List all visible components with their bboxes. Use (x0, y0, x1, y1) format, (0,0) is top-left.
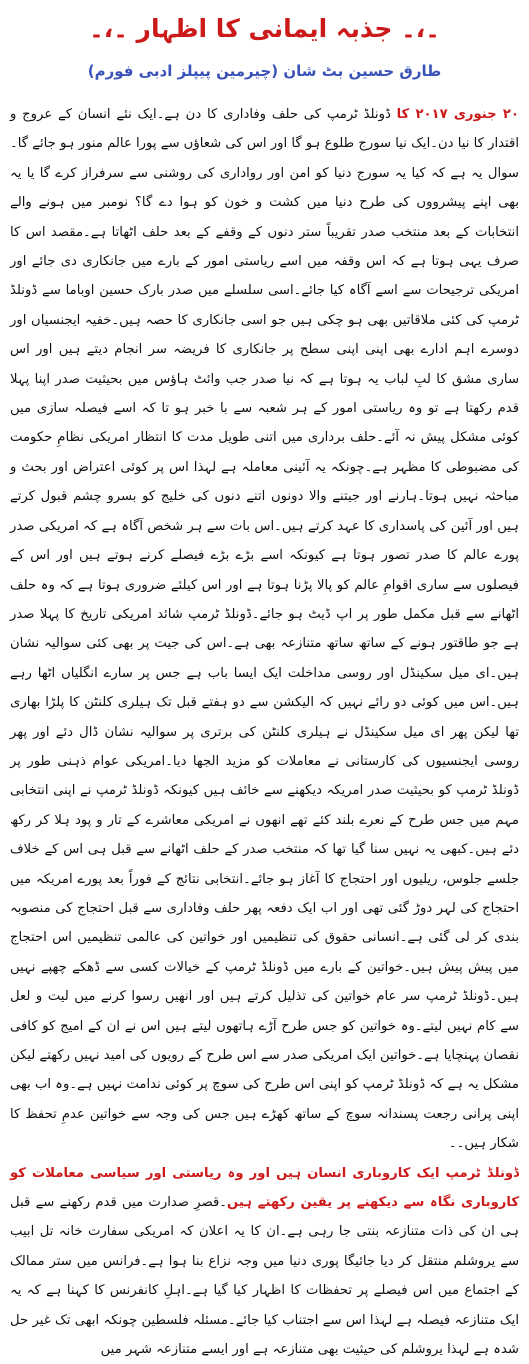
article-title: ۔،۔ جذبہ ایمانی کا اظہار ۔،۔ (89, 14, 440, 43)
highlight-text: ڈونلڈ ٹرمپ ایک کاروباری انسان ہیں اور وہ ریاستی اور سیاسی معاملات کو کاروباری نگاہ سے دیکھنے پر یقین رکھتے ہیں (10, 1165, 520, 1211)
paragraph-2-text: ۔قصرِ صدارت میں قدم رکھنے سے قبل ہی ان کی ذات متنازعہ بنتی جا رہی ہے۔ان کا یہ اعلان کہ امریکی سفارت خانہ تل ابیب سے یروشلم منتقل کر دیا جائیگا پوری دنیا میں وجہ نزاع بنا ہوا ہے۔فرانس میں ستر ممالک کے اجتماع میں اس فیصلے پر تحفظات کا اظہار کیا گیا ہے۔اہلِ کانفرنس کا کہنا ہے کہ یہ ایک متنازعہ فیصلہ ہے لہذا اس سے اجتناب کیا جائے۔مسئلہ فلسطین چونکہ ابھی تک غیر حل شدہ ہے لہذا یروشلم کی حیثیت بھی متنازعہ ہے اور ایسے متنازعہ شہر میں (10, 1195, 519, 1358)
article-byline: طارق حسین بٹ شان (چیرمین پیپلز ادبی فورم) (87, 62, 442, 80)
paragraph-1 (10, 100, 519, 1159)
article-body (10, 100, 519, 1364)
paragraph-1-text: ڈونلڈ ٹرمپ کی حلف وفاداری کا دن ہے۔ایک نئے انسان کے عروج و اقتدار کا نیا دن۔ایک نیا سورج طلوع ہو گا اور اس کی شعاؤں سے پورا عالم منور ہو جائے گا۔سوال یہ ہے کہ کیا یہ سورج دنیا کو امن اور رواداری کی روشنی سے سرفراز کرے گا یا یہ بھی اپنے پیشرووں کی طرح دنیا میں کشت و خون کو ہوا دے گا؟ نومبر میں ہونے والے انتخابات کے بعد منتخب صدر تقریباً ستر دنوں کے وقفے کے بعد حلف اٹھاتا ہے۔مقصد اس کا صرف یہی ہوتا ہے کہ اس وقفہ میں اسے ریاستی امور کے بارے میں جانکاری دی جائے اور امریکی ترجیحات سے اسے آگاہ کیا جائے۔اسی سلسلے میں صدر بارک حسین اوباما سے ڈونلڈ ٹرمپ کی کئی ملاقاتیں بھی ہو چکی ہیں جو اسی جانکاری کا حصہ ہیں۔خفیہ ایجنسیاں اور دوسرے اہم ادارے بھی اپنی اپنی سطح پر جانکاری کا فریضہ سر انجام دیتے ہیں اور اس ساری مشق کا لبِ لباب یہ ہوتا ہے کہ نیا صدر جب وائٹ ہاؤس میں بحیثیت صدر اپنا پہلا قدم رکھتا ہے تو وہ ریاستی امور کے ہر شعبہ سے با خبر ہو تا کہ اسے فیصلہ سازی میں کوئی مشکل پیش نہ آئے۔حلف برداری میں اتنی طویل مدت کا انتظار امریکی نظامِ حکومت کی مضبوطی کا مظہر ہے۔چونکہ یہ آئینی معاملہ ہے لہذا اس پر کوئی اعتراض اور بحث و مباحثہ نہیں ہوتا۔ہارنے اور جیتنے والا دونوں اتنے دنوں کی خلیج کو بسرو چشم قبول کرتے ہیں اور آئین کی پاسداری کا عہد کرتے ہیں۔اس بات سے ہر شخص آگاہ ہے کہ امریکی صدر پورے عالم کا صدر تصور ہوتا ہے کیونکہ اسے بڑے بڑے فیصلے کرنے ہوتے ہیں اور اس کے فیصلوں سے ساری اقوامِ عالم کو پالا پڑنا ہوتا ہے اور اس کیلئے ضروری ہوتا ہے کہ وہ حلف اٹھانے سے قبل مکمل طور پر اپ ڈیٹ ہو جائے۔ڈونلڈ ٹرمپ شائد امریکی تاریخ کا پہلا صدر ہے جو طاقتور ہونے کے ساتھ ساتھ متنازعہ بھی ہے۔اس کی جیت پر بھی کئی سوالیہ نشان ہیں۔ای میل سکینڈل اور روسی مداخلت ایک ایسا باب ہے جس پر سارے انگلیاں اٹھا رہے ہیں۔اس میں کوئی دو رائے نہیں کہ الیکشن سے دو ہفتے قبل تک ہیلری کلنٹن کا پلڑا بھاری تھا لیکن پھر ای میل سکینڈل نے ہیلری کلنٹن کی برتری پر سوالیہ نشان ڈال دئے اور پھر روسی ایجنسیوں کی کارستانی نے معاملات کو مزید الجھا دیا۔امریکی عوام ذہنی طور پر ڈونلڈ ٹرمپ کو بحیثیت صدر امریکہ دیکھنے سے خائف ہیں کیونکہ ڈونلڈ ٹرمپ نے اپنی انتخابی مہم میں جس طرح کے نعرے بلند کئے تھے انھوں نے امریکی معاشرے کے تار و پود ہلا کر رکھ دئے ہیں۔کبھی یہ نہیں سنا گیا تھا کہ منتخب صدر کے حلف اٹھانے سے قبل ہی اس کے خلاف جلسے جلوس، ریلیوں اور احتجاج کا آغاز ہو جائے۔انتخابی نتائج کے فوراً بعد پورے امریکہ میں احتجاج کی لہر دوڑ گئی تھی اور اب ایک دفعہ پھر حلف وفاداری سے قبل احتجاج کی منصوبہ بندی کر لی گئی ہے۔انسانی حقوق کی تنظیمیں اور خواتین کی عالمی تنظیمیں اس احتجاج میں پیش پیش ہیں۔خواتین کے بارے میں ڈونلڈ ٹرمپ کے خیالات کسی سے ڈھکے چھپے نہیں ہیں۔ڈونلڈ ٹرمپ سر عام خواتین کی تذلیل کرتے ہیں اور انھیں رسوا کرنے میں لیت و لعل سے کام نہیں لیتے۔وہ خواتین کو جس طرح آڑے ہاتھوں لیتے ہیں اس نے ان کے امیج کو کافی نقصان پہنچایا ہے۔خواتین ایک امریکی صدر سے اس طرح کے رویوں کی امید نہیں رکھتے لیکن مشکل یہ ہے کہ ڈونلڈ ٹرمپ کو اپنی اس طرح کی سوچ پر کوئی ندامت نہیں ہے۔وہ اب بھی اپنی پرانی رجعت پسندانہ سوچ کے ساتھ کھڑے ہیں جس کی وجہ سے خواتین عدمِ تحفظ کا شکار ہیں۔۔ (10, 107, 519, 1152)
lead-date: ۲۰ جنوری ۲۰۱۷ کا (396, 107, 519, 122)
paragraph-2 (10, 1159, 519, 1364)
